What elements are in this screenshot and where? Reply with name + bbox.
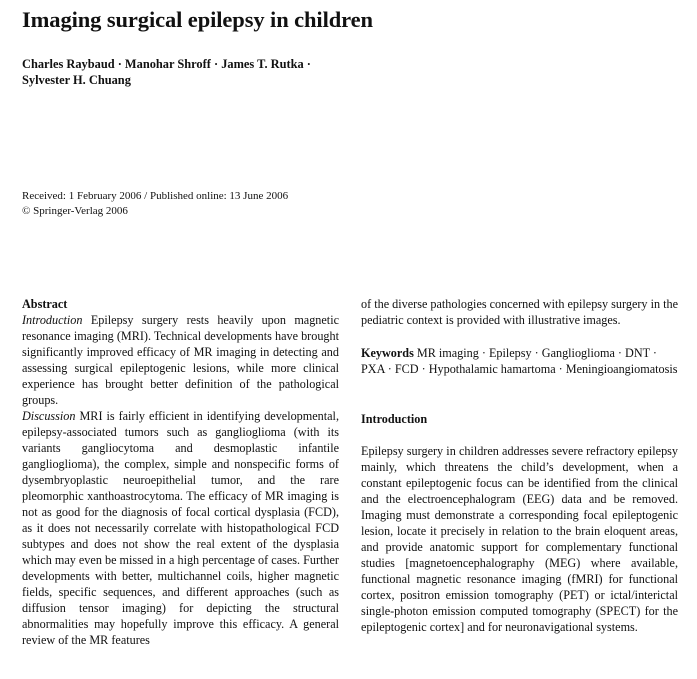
copyright-notice: © Springer-Verlag 2006 bbox=[22, 204, 128, 217]
keywords-label: Keywords bbox=[361, 346, 414, 360]
abstract-discussion-text: MRI is fairly efficient in identifying developmental, epilepsy-associated tumors such as ganglioglioma (with its variants gangliocytoma and desmoplastic infantile ganglioglioma), the complex, simple and nonspecific forms of dysembryoplastic neuroepithelial tumor, and the rare pleomorphic xanthoastrocytoma. The efficacy of MR imaging is not as good for the diagnosis of focal cortical dysplasia (FCD), as it does not necessarily correlate with histopathological FCD subtypes and does not show the real extent of the dysplasia which may even be missed in a high percentage of cases. Further developments with better, multichannel coils, higher magnetic fields, specific sequences, and different approaches (such as diffusion tensor imaging) for depicting the structural abnormalities may hopefully improve this efficacy. A general review of the MR features bbox=[22, 409, 339, 647]
left-column bbox=[22, 296, 339, 648]
keywords bbox=[361, 345, 678, 377]
author-list bbox=[22, 56, 422, 88]
abstract-heading: Abstract bbox=[22, 297, 68, 311]
keywords-text: MR imaging · Epilepsy · Ganglioglioma · DNT · PXA · FCD · Hypothalamic hamartoma · Meningioangiomatosis bbox=[361, 346, 678, 376]
abstract-introduction bbox=[22, 312, 339, 408]
abstract-discussion-label: Discussion bbox=[22, 409, 76, 423]
received-date: Received: 1 February 2006 / Published online: 13 June 2006 bbox=[22, 190, 289, 202]
author-line-1: Charles Raybaud · Manohar Shroff · James T. Rutka · bbox=[22, 57, 311, 71]
abstract-continuation: of the diverse pathologies concerned with epilepsy surgery in the pediatric context is provided with illustrative images. bbox=[361, 297, 678, 327]
introduction-text: Epilepsy surgery in children addresses severe refractory epilepsy mainly, which threatens the child’s development, when a constant epileptogenic focus can be identified from the clinical and the electroencephalogram (EEG) data and be removed. Imaging must demonstrate a corresponding focal epileptogenic lesion, locate it precisely in relation to the brain eloquent areas, and provide anatomic support for complementary functional studies [magnetoencephalography (MEG) where available, functional magnetic resonance imaging (fMRI) for functional cortex, positron emission tomography (PET) or ictal/interictal single-photon emission computed tomography (SPECT) for the epileptogenic cortex] and for neuronavigational systems. bbox=[361, 444, 678, 634]
introduction-heading: Introduction bbox=[361, 412, 428, 426]
author-line-2: Sylvester H. Chuang bbox=[22, 73, 131, 87]
article-title: Imaging surgical epilepsy in children bbox=[22, 7, 373, 32]
abstract-introduction-label: Introduction bbox=[22, 313, 83, 327]
abstract-discussion bbox=[22, 408, 339, 648]
abstract-introduction-text: Epilepsy surgery rests heavily upon magnetic resonance imaging (MRI). Technical developments have brought significantly improved efficacy of MR imaging in detecting and assessing surgical epileptogenic lesions, while more clinical experience has brought better definition of the pathological groups. bbox=[22, 313, 339, 407]
publication-info bbox=[22, 189, 288, 218]
right-column bbox=[361, 296, 678, 635]
